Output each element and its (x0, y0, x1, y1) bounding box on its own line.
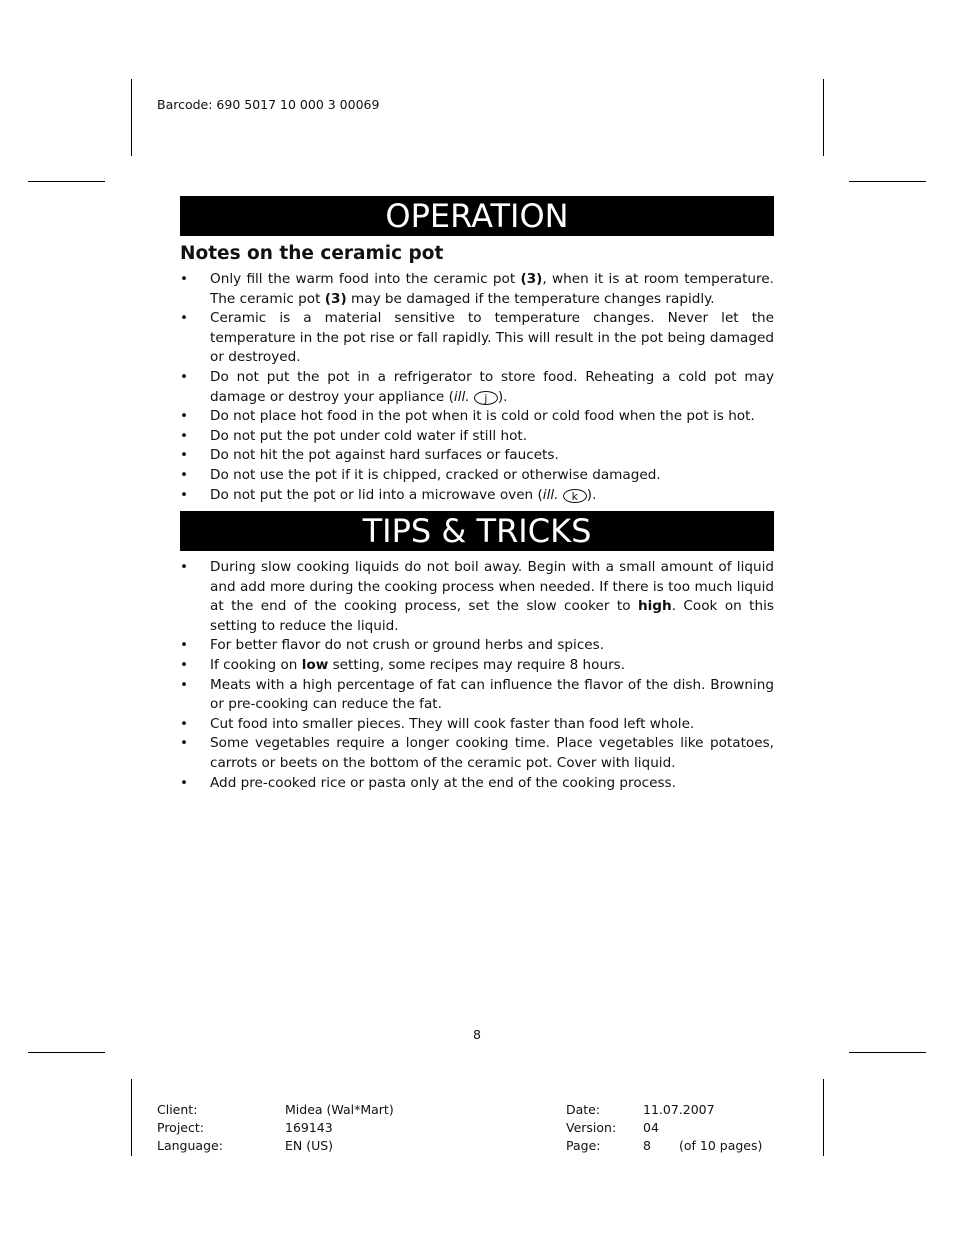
illustration-j-icon: j (474, 391, 498, 405)
crop-mark-left-upper (28, 181, 105, 182)
footer-page-total: (of 10 pages) (679, 1138, 763, 1153)
list-item: • Do not hit the pot against hard surfaces or faucets. (180, 446, 774, 466)
list-item: • Ceramic is a material sensitive to temperature changes. Never let the temperature in the pot rise or fall rapidly. This will result in the pot being damaged or destroyed. (180, 310, 774, 366)
bullet-icon: • (180, 715, 189, 732)
bullet-icon: • (180, 427, 189, 444)
bullet-icon: • (180, 735, 189, 752)
operation-notes-list (180, 270, 774, 505)
footer-page-label: Page: (566, 1138, 601, 1153)
footer-version-value: 04 (643, 1120, 659, 1135)
footer-page-value: 8 (643, 1138, 651, 1153)
tips-tricks-heading: TIPS & TRICKS (180, 511, 774, 551)
bullet-icon: • (180, 368, 189, 385)
footer-version-label: Version: (566, 1120, 617, 1135)
bullet-icon: • (180, 408, 189, 425)
crop-mark-bottom-right (823, 1079, 824, 1156)
bullet-icon: • (180, 447, 189, 464)
list-item: • Meats with a high percentage of fat can influence the flavor of the dish. Browning or pre-cooking can reduce the fat. (180, 676, 774, 713)
ceramic-pot-subheading: Notes on the ceramic pot (180, 243, 444, 264)
list-item: • For better flavor do not crush or ground herbs and spices. (180, 636, 774, 656)
footer-date-label: Date: (566, 1102, 601, 1117)
crop-mark-bottom-left (131, 1079, 132, 1156)
footer-project-value: 169143 (285, 1120, 333, 1135)
bullet-icon: • (180, 310, 189, 327)
crop-mark-right-upper (849, 181, 926, 182)
bullet-icon: • (180, 656, 189, 673)
illustration-k-icon: k (563, 489, 587, 503)
footer-language-value: EN (US) (285, 1138, 334, 1153)
bullet-icon: • (180, 559, 189, 575)
barcode-text: Barcode: 690 5017 10 000 3 00069 (157, 97, 380, 112)
bullet-icon: • (180, 637, 189, 654)
crop-mark-left-lower (28, 1052, 105, 1053)
bullet-icon: • (180, 271, 189, 287)
bullet-icon: • (180, 774, 189, 791)
bullet-icon: • (180, 466, 189, 483)
list-item: • Cut food into smaller pieces. They will cook faster than food left whole. (180, 715, 774, 735)
list-item: • Do not put the pot under cold water if still hot. (180, 427, 774, 447)
page-number: 8 (473, 1027, 481, 1042)
crop-mark-top-right (823, 79, 824, 156)
operation-heading: OPERATION (180, 196, 774, 236)
footer-client-value: Midea (Wal*Mart) (285, 1102, 394, 1117)
tips-list (180, 558, 774, 793)
crop-mark-top-left (131, 79, 132, 156)
list-item: • During slow cooking liquids do not boil away. Begin with a small amount of liquid and add more during the cooking process when needed. If there is too much liquid at the end of the cooking process, set the slow cooker to high. Cook on this setting to reduce the liquid. (180, 559, 774, 634)
footer-client-label: Client: (157, 1102, 198, 1117)
footer-date-value: 11.07.2007 (643, 1102, 715, 1117)
crop-mark-right-lower (849, 1052, 926, 1053)
list-item: • Do not place hot food in the pot when it is cold or cold food when the pot is hot. (180, 407, 774, 427)
list-item: • Do not use the pot if it is chipped, cracked or otherwise damaged. (180, 466, 774, 486)
list-item: • Add pre-cooked rice or pasta only at the end of the cooking process. (180, 774, 774, 794)
list-item: • Some vegetables require a longer cooking time. Place vegetables like potatoes, carrots or beets on the bottom of the ceramic pot. Cover with liquid. (180, 735, 774, 771)
list-item: • Do not put the pot in a refrigerator to store food. Reheating a cold pot may damage or destroy your appliance (ill. j ). (180, 368, 774, 405)
bullet-icon: • (180, 486, 189, 503)
bullet-icon: • (180, 676, 189, 693)
list-item: • Only fill the warm food into the ceramic pot (3), when it is at room temperature. The ceramic pot (3) may be damaged if the temperature changes rapidly. (180, 271, 774, 307)
footer-project-label: Project: (157, 1120, 204, 1135)
list-item: • Do not put the pot or lid into a microwave oven (ill. k ). (180, 486, 774, 506)
list-item: • If cooking on low setting, some recipes may require 8 hours. (180, 656, 774, 676)
footer-language-label: Language: (157, 1138, 223, 1153)
